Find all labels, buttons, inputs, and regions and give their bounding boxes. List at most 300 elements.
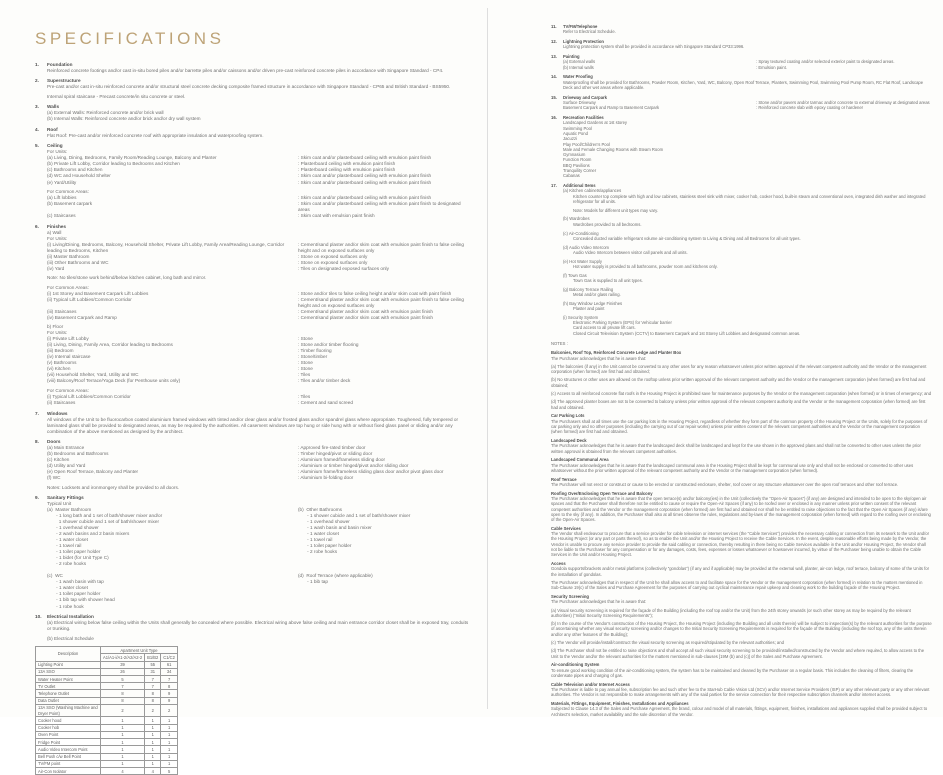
table-cell-value: 1 bbox=[101, 717, 145, 724]
table-cell-label: Fridge Point bbox=[36, 739, 101, 746]
spec-pair-label: (d) WC and Household Shelter bbox=[47, 173, 111, 179]
paragraph: Card access to all private lift cars. bbox=[573, 325, 636, 331]
spec-section bbox=[551, 95, 932, 111]
note-entry bbox=[551, 457, 932, 473]
spec-pair-value: : Approved fire-rated timber door bbox=[298, 445, 366, 451]
spec-pair bbox=[47, 297, 472, 309]
list-line: (a) Master Bathroom bbox=[47, 507, 92, 513]
subheading: (h) Bay Window Ledge Finishes bbox=[563, 300, 623, 306]
spec-pair-label: (a) Lift lobbies bbox=[47, 195, 77, 201]
spec-pair-label: Basement Carpark and Ramp to Basement Carpark bbox=[563, 105, 660, 111]
note-paragraph: (d) The Purchaser shall not be entitled to raise objections and shall accept all such visual security screening to be provided/installed/constructed by the Vendor and where required, to allow access to the Unit to the Vendor and/or the relevant authorities for the matters mentioned in sub-clauses [19M (b) and (c)] of the Sales and Purchase Agreement. bbox=[551, 648, 925, 659]
paragraph: Audio Video Intercom between visitor call panels and all units. bbox=[573, 249, 688, 255]
paragraph: Reinforced concrete footings and/or cast in-situ bored piles and/or barrette piles and/or caissons and/or driven pre-cast reinforced concrete piles in accordance with Singapore Standard - CP4. bbox=[47, 67, 444, 73]
spec-section bbox=[551, 54, 932, 70]
table-cell-value: 8 bbox=[161, 683, 178, 690]
note-title: Cable Services bbox=[551, 525, 581, 531]
spec-pair bbox=[47, 242, 472, 254]
table-row bbox=[36, 661, 178, 668]
section-number: 5. bbox=[35, 143, 39, 149]
section-body bbox=[563, 80, 932, 91]
subheading: (g) Balcony Terrace Railing bbox=[563, 286, 614, 292]
section-title: Windows bbox=[47, 410, 68, 416]
section-body bbox=[47, 230, 472, 406]
section-body bbox=[563, 59, 932, 70]
section-body bbox=[563, 29, 932, 34]
spec-section bbox=[35, 62, 472, 74]
paragraph: (a) Electrical wiring below false ceiling within the Units shall generally be concealed where possible. Electrical wiring above false ceiling and main entrance corridor closet shall be in exposed tray, conduits or trunking. bbox=[47, 620, 469, 632]
page-fold-divider bbox=[487, 8, 488, 709]
subheading: (f) Town Gas bbox=[563, 272, 587, 278]
list-line: Swimming Pool bbox=[563, 125, 592, 131]
section-number: 17. bbox=[551, 183, 557, 189]
list-line: - 1 water closet bbox=[47, 537, 88, 543]
table-unit-col: B1/B2 bbox=[145, 654, 161, 661]
table-cell-label: Cooker hob bbox=[36, 724, 101, 731]
list-line: - 1 robe hook bbox=[47, 603, 84, 609]
notes-container bbox=[551, 350, 932, 717]
paragraph: Lightning protection system shall be provided in accordance with Singapore Standard CP33:1996. bbox=[563, 44, 745, 50]
spec-pair-label: (e) Yard/Utility bbox=[47, 179, 77, 185]
list-line: - 1 overhead shower bbox=[47, 525, 99, 531]
table-cell-label: Data Outlet bbox=[36, 697, 101, 704]
list-line: (b) Other Bathrooms bbox=[298, 507, 343, 513]
spec-pair-value: : Plasterboard ceiling with emulsion paint finish bbox=[298, 161, 396, 167]
spec-pair-label: (ii) Typical Lift Lobbies/Common Corridor bbox=[47, 296, 132, 302]
table-cell-value: 1 bbox=[101, 753, 145, 760]
section-number: 10. bbox=[35, 614, 42, 620]
list-line: Aquatic Pond bbox=[563, 131, 588, 136]
note-paragraph: Gondola supports/brackets and/or metal platforms (collectively “gondolas”) (if any and if applicable) may be provided at the external wall, planter, air-con ledge, roof terrace, balcony of some of the Units for the installation of gondolas. bbox=[551, 566, 929, 577]
table-cell-value: 7 bbox=[161, 676, 178, 683]
list-line: - 1 toilet paper holder bbox=[47, 549, 101, 555]
spec-pair-value: : Skim coat and/or plasterboard ceiling with emulsion paint finish bbox=[298, 155, 432, 161]
section-body bbox=[47, 84, 472, 100]
table-cell-value: 8 bbox=[101, 690, 145, 697]
table-cell-value: 5 bbox=[101, 676, 145, 683]
subheading: For Common Areas: bbox=[47, 284, 89, 290]
spec-section bbox=[35, 614, 472, 642]
section-title: TV/FM/Telephone bbox=[563, 24, 598, 29]
table-cell-value: 1 bbox=[161, 746, 178, 753]
section-number: 7. bbox=[35, 410, 39, 416]
note-entry bbox=[551, 594, 932, 659]
list-line: Jacuzzi bbox=[563, 136, 577, 142]
page-title: SPECIFICATIONS bbox=[35, 29, 225, 48]
note-entry bbox=[551, 682, 932, 698]
spec-pair-label: (a) Living, Dining, Bedrooms, Family Room/Reading Lounge, Balcony and Planter bbox=[47, 155, 217, 161]
table-row bbox=[36, 731, 178, 738]
section-title: Sanitary Fittings bbox=[47, 495, 84, 501]
table-cell-value: 34 bbox=[161, 668, 178, 675]
paragraph: Pre-cast and/or cast in-situ reinforced concrete and/or structural steel concrete decking composite framed structure in accordance with Singapore Standard - CP65 and British Standard - BS5950. bbox=[47, 84, 451, 90]
table-row bbox=[36, 724, 178, 731]
spec-section bbox=[551, 183, 932, 336]
table-cell-value: 8 bbox=[101, 697, 145, 704]
paragraph: Flat Roof: Pre-cast and/or reinforced concrete roof with appropriate insulation and waterproofing system. bbox=[47, 132, 264, 138]
table-cell-value: 61 bbox=[161, 661, 178, 668]
table-row bbox=[36, 739, 178, 746]
spec-pair-value: : Emulsion paint. bbox=[756, 64, 787, 70]
spec-section bbox=[35, 78, 472, 100]
subheading: (b) Wardrobes bbox=[563, 216, 590, 222]
spec-pair-label: (i) 1st Storey and Basement Carpark Lift Lobbies bbox=[47, 290, 149, 296]
section-number: 11. bbox=[551, 24, 557, 29]
note-title: Materials, Fittings, Equipment, Finishes, Installations and Appliances bbox=[551, 700, 689, 706]
spec-pair-value: : Reinforced concrete slab with epoxy coating or hardener bbox=[756, 105, 864, 111]
notes-heading: NOTES : bbox=[551, 341, 568, 346]
subheading: For Common Areas: bbox=[47, 189, 89, 195]
spec-pair-value: : Aluminium or timber hinged/pivot and/or sliding door bbox=[298, 463, 409, 469]
spec-section bbox=[551, 24, 932, 35]
list-line: - 1 shower cubicle and 1 set of bath/shower mixer bbox=[298, 513, 411, 519]
list-line: (c) WC bbox=[47, 573, 63, 579]
note-entry bbox=[551, 561, 932, 590]
fittings-right-list bbox=[298, 507, 472, 609]
subheading: (i) Security System bbox=[563, 314, 599, 320]
list-line: Play Pool/Children's Pool bbox=[563, 141, 610, 147]
table-row bbox=[36, 704, 178, 716]
spec-pair-value: : Skim coat and/or plasterboard ceiling with emulsion paint finish bbox=[298, 195, 432, 201]
table-cell-value: 1 bbox=[101, 724, 145, 731]
electrical-schedule-table bbox=[35, 646, 178, 775]
list-line: - 1 wash basin and basin mixer bbox=[298, 525, 372, 531]
spec-pair-value: : Stone bbox=[298, 366, 313, 372]
note-entry bbox=[551, 526, 932, 558]
section-title: Finishes bbox=[47, 223, 67, 229]
note-paragraph: Subjected to Clause 14.3 of the Sales and Purchase Agreement, the brand, colour and model of all materials, fittings, equipment, finishes, installations and appliances supplied shall be provided subject to Architect's selection, market availability and the sole discretion of the Vendor. bbox=[551, 706, 928, 717]
subheading: For Units: bbox=[47, 235, 68, 241]
table-cell-label: Telephone Outlet bbox=[36, 690, 101, 697]
list-line: Gymnasium bbox=[563, 152, 586, 158]
table-cell-label: TV Outlet bbox=[36, 683, 101, 690]
spec-section bbox=[35, 439, 472, 491]
note-entry bbox=[551, 662, 932, 678]
table-cell-label: TV/FM point bbox=[36, 760, 101, 767]
table-cell-value: 5 bbox=[161, 768, 178, 775]
list-line: - 1 bib tap with shower head bbox=[47, 597, 115, 603]
list-line: - 2 robe hooks bbox=[47, 561, 87, 567]
list-line: - 1 towel rail bbox=[298, 537, 333, 543]
table-cell-value: 1 bbox=[101, 760, 145, 767]
spec-pair-value: : Timber hinged/pivot or sliding door bbox=[298, 451, 373, 457]
note-entry bbox=[551, 350, 932, 410]
spec-pair-value: : Cement/sand plaster and/or skim coat with emulsion paint finish to false ceiling height and on exposed surfaces only bbox=[298, 241, 464, 253]
paragraph: (b) Electrical Schedule bbox=[47, 635, 94, 641]
spec-pair-value: : Skim coat and/or plasterboard ceiling with emulsion paint finish bbox=[298, 173, 432, 179]
list-line: - 1 overhead shower bbox=[298, 519, 350, 525]
table-cell-value: 4 bbox=[145, 768, 161, 775]
table-cell-value: 1 bbox=[161, 724, 178, 731]
spec-pair-value: : Tiles bbox=[298, 372, 311, 378]
section-number: 16. bbox=[551, 115, 557, 121]
spec-section bbox=[35, 495, 472, 609]
paragraph: Electronic Parking System (EPS) for Vehicular barrier bbox=[573, 320, 672, 326]
spec-pair-value: : Tiles on designated exposed surfaces only bbox=[298, 265, 389, 271]
paragraph: Concealed ducted variable refrigerant volume air-conditioning system to Living & Dining and all Bedrooms for all unit types. bbox=[573, 235, 801, 241]
list-line: Landscaped Gardens at 1st storey bbox=[563, 120, 628, 126]
spec-pair-label: (b) Basement carpark bbox=[47, 201, 93, 207]
spec-pair-label: (iii) Other Bathrooms and WC bbox=[47, 259, 109, 265]
section-title: Roof bbox=[47, 126, 58, 132]
table-cell-value: 2 bbox=[161, 704, 178, 716]
spec-pair bbox=[47, 266, 472, 272]
table-cell-value: 1 bbox=[101, 739, 145, 746]
section-number: 4. bbox=[35, 126, 39, 132]
note-title: Car Parking Lots bbox=[551, 413, 585, 419]
table-cell-value: 55 bbox=[145, 661, 161, 668]
spec-section bbox=[35, 411, 472, 435]
section-title: Doors bbox=[47, 439, 61, 445]
spec-pair-value: : Skim coat with emulsion paint finish bbox=[298, 213, 375, 219]
table-cell-value: 39 bbox=[101, 661, 145, 668]
list-line: - 2 robe hooks bbox=[298, 549, 338, 555]
spec-pair bbox=[47, 201, 472, 213]
spec-pair-value: : Stone on exposed surfaces only bbox=[298, 259, 368, 265]
spec-pair bbox=[47, 315, 472, 321]
section-number: 15. bbox=[551, 94, 557, 100]
note-entry bbox=[551, 491, 932, 523]
spec-section bbox=[35, 224, 472, 406]
section-title: Recreation Facilities bbox=[563, 115, 604, 121]
spec-pair-value: : Stone and/or timber flooring bbox=[298, 342, 359, 348]
note-paragraph: The Purchaser is liable to pay annual fee, subscription fee and such other fee to the StarHub Cable Vision Ltd (SCV) and/or Internet Service Providers (ISP) or any other relevant party or any other relevant authorities. The Vendor is not responsible to make arrangements with any of the said parties for the service connection for their respective subscription channels and/or internet access. bbox=[551, 686, 930, 698]
table-cell-value: 9 bbox=[161, 690, 178, 697]
table-cell-value: 1 bbox=[101, 731, 145, 738]
table-cell-value: 1 bbox=[145, 739, 161, 746]
note-paragraph: (b) No structures or other uses are allowed on the rooftop unless prior written approval of the relevant competent authority and the Vendor or the management corporation (when formed) are first had and obtained; bbox=[551, 377, 926, 388]
table-cell-value: 1 bbox=[161, 731, 178, 738]
section-number: 14. bbox=[551, 74, 557, 80]
spec-pair-value: : Stone bbox=[298, 360, 313, 366]
section-body bbox=[47, 417, 472, 435]
spec-pair-value: : Aluminium framed/frameless sliding door bbox=[298, 457, 386, 463]
paragraph: Metal and/or glass railing. bbox=[573, 292, 621, 298]
section-title: Water Proofing bbox=[563, 74, 593, 80]
section-number: 8. bbox=[35, 439, 39, 445]
table-row bbox=[36, 746, 178, 753]
section-body bbox=[563, 44, 932, 49]
subheading: a) Wall bbox=[47, 229, 62, 235]
note-title: Landscaped Deck bbox=[551, 437, 587, 443]
spec-pair-value: : Plasterboard ceiling with emulsion paint finish bbox=[298, 167, 396, 173]
list-line: - 1 water closet bbox=[298, 531, 339, 537]
table-header-row bbox=[36, 647, 178, 654]
table-cell-value: 2 bbox=[145, 704, 161, 716]
subheading: b) Floor bbox=[47, 324, 64, 330]
note-paragraph: The Purchaser acknowledges that he is aware that: bbox=[551, 355, 647, 361]
table-cell-value: 1 bbox=[145, 724, 161, 731]
spec-pair-label: (ii) Staircases bbox=[47, 400, 76, 406]
spec-pair-label: (i) Living/Dining, Bedrooms, Balcony, Household Shelter, Private Lift Lobby, Family Area/Reading Lounge, Corridor leading to Bedrooms, Kitchen bbox=[47, 241, 285, 253]
table-cell-label: Oven Point bbox=[36, 731, 101, 738]
list-line: - 1 toilet paper holder bbox=[298, 543, 352, 549]
table-row bbox=[36, 768, 178, 775]
spec-pair-label: (d) Utility and Yard bbox=[47, 463, 86, 469]
list-line: (d) Roof Terrace (where applicable) bbox=[298, 573, 373, 579]
list-line: - 1 wash basin with tap bbox=[47, 579, 104, 585]
spec-pair bbox=[563, 105, 932, 110]
spec-pair-value: : Aluminium bi-folding door bbox=[298, 475, 354, 481]
spec-pair bbox=[47, 213, 472, 219]
table-cell-label: 13A SSO (Washing Machine and Dryer Point) bbox=[36, 704, 101, 716]
spec-pair-value: : Tiles bbox=[298, 394, 311, 399]
section-title: Lightning Protection bbox=[563, 39, 604, 45]
list-line: BBQ Pavilions bbox=[563, 162, 590, 168]
subheading: (d) Audio Video Intercom bbox=[563, 244, 610, 250]
spec-pair-value: : Stone bbox=[298, 336, 313, 342]
table-cell-value: 7 bbox=[145, 683, 161, 690]
spec-section bbox=[35, 143, 472, 219]
list-line: - 1 water closet bbox=[47, 585, 88, 591]
section-title: Superstructure bbox=[47, 78, 81, 84]
spec-pair-value: : Aluminium frame/frameless sliding glass door and/or pivot glass door bbox=[298, 469, 444, 475]
table-row bbox=[36, 690, 178, 697]
paragraph: Wardrobes provided to all bedrooms. bbox=[573, 221, 642, 227]
spec-pair-label: (b) Private Lift Lobby, Corridor leading to Bedrooms and Kitchen bbox=[47, 161, 180, 167]
table-cell-value: 9 bbox=[161, 697, 178, 704]
table-cell-label: 13A SSO bbox=[36, 668, 101, 675]
fittings-left-list bbox=[47, 507, 298, 609]
spec-pair-value: : Stone/timber bbox=[298, 354, 328, 360]
table-cell-value: 1 bbox=[161, 760, 178, 767]
spec-section bbox=[551, 115, 932, 178]
spec-pair-label: (vii) Household Shelter, Yard, Utility and WC bbox=[47, 372, 139, 378]
spec-section bbox=[35, 127, 472, 139]
table-cell-value: 7 bbox=[101, 683, 145, 690]
table-cell-value: 1 bbox=[145, 753, 161, 760]
section-number: 6. bbox=[35, 223, 39, 229]
note-paragraph: The Purchaser acknowledges that he is aware that the landscaped deck shall be landscaped and kept for the use shown in the approved plans and shall not be converted to other uses unless the prior written approval is obtained from the relevant competent authorities. bbox=[551, 443, 921, 454]
section-title: Additional Items bbox=[563, 183, 596, 189]
section-number: 2. bbox=[35, 78, 39, 84]
section-number: 1. bbox=[35, 61, 39, 67]
list-line: - 1 bib tap bbox=[298, 579, 328, 585]
list-line: - 1 long bath and 1 set of bath/shower mixer and/or bbox=[47, 513, 163, 519]
paragraph: Town Gas is supplied to all unit types. bbox=[573, 277, 643, 283]
table-row bbox=[36, 683, 178, 690]
table-cell-label: Air-Con Isolator bbox=[36, 768, 101, 775]
section-body bbox=[47, 133, 472, 139]
section-title: Foundation bbox=[47, 61, 73, 67]
note-paragraph: (c) Access to all reinforced concrete flat roofs in the Housing Project is prohibited save for maintenance purposes by the Vendor or the management corporation (when formed) or in times of emergency; and bbox=[551, 390, 932, 396]
note-paragraph: The Purchaser acknowledges that he is aware that the open terrace(s) and/or balcony(ies) in the Unit (collectively the “Open-Air Spaces”) (if any) are designed and intended to be open to the sky/open air spaces and that the Purchaser shall therefore not be entitled to cause or require the Open-Air Spaces (if any) to be roofed over or enclosed in any manner unless prior written consent of the relevant competent authorities and the Vendor or the management corporation (when formed) are first had and obtained nor shall he be entitled to raise objections to the fact that the Open Air Spaces (if any) is/are open to the sky (if any). In addition, the Purchaser shall also at all times observe the rules, regulations and by-laws of the management corporation (when formed) with regard to the roofing over or enclosing of the Open-Air Spaces. bbox=[551, 495, 931, 523]
table-cell-value: 1 bbox=[161, 739, 178, 746]
spec-pair-label: (iii) Bedroom bbox=[47, 348, 74, 354]
table-col-description: Description bbox=[36, 647, 101, 661]
spec-pair-label: (ii) Living, Dining, Family Area, Corridor leading to Bedrooms bbox=[47, 342, 173, 348]
spec-pair-label: (iv) Yard bbox=[47, 265, 65, 271]
section-title: Driveway and Carpark bbox=[563, 94, 607, 100]
section-body bbox=[47, 445, 472, 491]
spec-pair-label: (c) Staircases bbox=[47, 213, 76, 219]
paragraph: Kitchen counter top complete with high and low cabinets, stainless steel sink with mixer, cooker hob, cooker hood, built-in steam and conventional oven, integrated dish washer and integrated refrigerator for all units. bbox=[573, 193, 926, 204]
spec-pair-value: : Cement and sand screed bbox=[298, 400, 353, 406]
spec-pair-value: : Stone and/or pavers and/or tarmac and/or concrete to external driveway at designated areas bbox=[756, 100, 930, 106]
paragraph: Internal spiral staircase - Precast concrete/in situ concrete or steel. bbox=[47, 93, 186, 99]
section-body bbox=[47, 620, 472, 642]
spec-pair-label: (v) Bathrooms bbox=[47, 360, 77, 366]
paragraph: Refer to Electrical Schedule. bbox=[563, 29, 616, 35]
table-cell-label: Water Heater Point bbox=[36, 676, 101, 683]
subheading: For Units: bbox=[47, 149, 68, 155]
spec-pair-label: (iv) Internal staircase bbox=[47, 354, 91, 360]
note-paragraph: (a) The balconies (if any) in the Unit cannot be converted to any other uses for any reason whatsoever unless prior written approval of the relevant competent authority and the Vendor or the management corporation (when formed) are first had and obtained; bbox=[551, 363, 927, 375]
table-row bbox=[36, 753, 178, 760]
paragraph: Note: No tiles/stone work behind/below kitchen cabinet, long bath and mirror. bbox=[47, 275, 207, 281]
note-title: Roof Terrace bbox=[551, 476, 577, 482]
table-cell-label: Cooker hood bbox=[36, 717, 101, 724]
table-row bbox=[36, 760, 178, 767]
section-title: Walls bbox=[47, 104, 60, 110]
left-column bbox=[35, 28, 472, 775]
paragraph: (a) External Walls: Reinforced concrete and/or brick wall bbox=[47, 110, 164, 116]
section-number: 12. bbox=[551, 39, 557, 45]
note-title: Roofing Over/Enclosing Open Terrace and Balcony bbox=[551, 490, 653, 496]
table-cell-value: 8 bbox=[145, 697, 161, 704]
section-body bbox=[563, 100, 932, 111]
two-column-list bbox=[47, 507, 472, 609]
section-body bbox=[47, 149, 472, 219]
section-number: 13. bbox=[551, 54, 557, 60]
right-column bbox=[551, 24, 932, 720]
spec-pair-label: (ii) Master Bathroom bbox=[47, 253, 90, 259]
section-number: 9. bbox=[35, 495, 39, 501]
spec-pair-label: (f) WC bbox=[47, 475, 61, 481]
note-entry bbox=[551, 438, 932, 454]
table-row bbox=[36, 717, 178, 724]
table-cell-label: Lighting Point bbox=[36, 661, 101, 668]
spec-pair-label: (b) Internal walls bbox=[563, 64, 594, 70]
spec-pair-label: (c) Bathrooms and Kitchen bbox=[47, 167, 103, 173]
paragraph: Waterproofing shall be provided for Bathrooms, Powder Room, Kitchen, Yard, WC, Balcony, Open Roof Terrace, Planters, Swimming Pool, Swimming Pool Pump Room, RC Flat Roof, Landscape Deck and other wet areas where applicable. bbox=[563, 79, 924, 91]
spec-pair-label: (vi) Kitchen bbox=[47, 366, 71, 372]
spec-pair-label: (viii) Balcony/Roof Terrace/Yoga Deck (for Penthouse units only) bbox=[47, 378, 181, 384]
paragraph: Notes: Locksets and ironmongery shall be provided to all doors. bbox=[47, 484, 180, 490]
spec-pair bbox=[47, 400, 472, 406]
section-body bbox=[563, 120, 932, 178]
table-cell-value: 31 bbox=[145, 668, 161, 675]
section-title: Painting bbox=[563, 54, 580, 60]
table-cell-value: 1 bbox=[145, 746, 161, 753]
list-line: Function Room bbox=[563, 157, 592, 163]
paragraph: Note: Models for different unit types may vary. bbox=[573, 207, 659, 213]
note-paragraph: (c) The Vendor will provide/install/construct the visual security screening as required/stipulated by the relevant authorities; and bbox=[551, 639, 784, 645]
note-paragraph: The Purchaser acknowledges that he is aware that: bbox=[551, 599, 647, 605]
paragraph: Plaster and paint bbox=[573, 306, 605, 312]
spec-pair bbox=[47, 378, 472, 384]
table-cell-value: 1 bbox=[101, 746, 145, 753]
list-line: - 1 bidet (for Unit Type C) bbox=[47, 555, 109, 561]
note-entry bbox=[551, 701, 932, 717]
list-line: - 1 towel rail bbox=[47, 543, 82, 549]
note-paragraph: (a) Visual security screening is required for the façade of the Building (including the roof top and/or the Unit) from the 24th storey onwards (or such other storey as may be required by the relevant authorities) (“Initial Security Screening Requirements”); bbox=[551, 607, 911, 618]
subheading: (a) Kitchen cabinets/appliances bbox=[563, 188, 622, 194]
note-paragraph: The Purchaser will not erect or construct or cause to be erected or constructed enclosure, shelter, roof cover or any structure whatsoever over the open roof terraces and other roof terrace. bbox=[551, 481, 899, 487]
section-title: Electrical Installation bbox=[47, 614, 94, 620]
table-cell-value: 4 bbox=[101, 768, 145, 775]
spec-pair-label: (b) Bedrooms and Bathrooms bbox=[47, 451, 109, 457]
table-row bbox=[36, 676, 178, 683]
section-body bbox=[47, 68, 472, 74]
note-paragraph: To ensure good working condition of the air-conditioning system, the system has to be maintained and cleaned by the Purchaser on a regular basis. This includes the cleaning of filters, clearing the condensate pipes and charging of gas. bbox=[551, 667, 914, 678]
table-cell-value: 1 bbox=[161, 753, 178, 760]
note-title: Access bbox=[551, 561, 566, 567]
spec-pair-label: (c) Kitchen bbox=[47, 457, 70, 463]
spec-pair-value: : Spray textured coating and/or selected exterior paint to designated areas. bbox=[756, 59, 895, 65]
table-cell-label: Audio Video Intercom Point bbox=[36, 746, 101, 753]
left-sections-container bbox=[35, 62, 472, 642]
